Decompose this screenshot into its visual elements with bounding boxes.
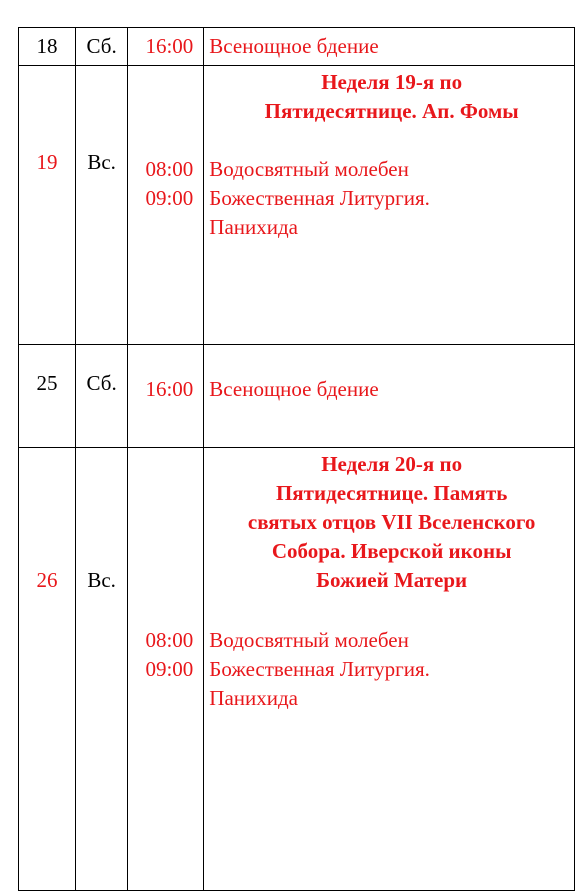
feast-title-line: Божией Матери xyxy=(316,568,468,592)
feast-title-line: Пятидесятнице. Ап. Фомы xyxy=(264,99,519,123)
description-cell xyxy=(204,448,575,891)
table-row xyxy=(19,66,575,345)
weekday-cell xyxy=(76,448,128,891)
description-cell xyxy=(204,28,575,66)
service-name: Панихида xyxy=(209,215,299,239)
weekday: Вс. xyxy=(87,150,116,174)
description-cell xyxy=(204,66,575,345)
time-cell xyxy=(128,28,204,66)
table-row xyxy=(19,345,575,448)
service-time: 09:00 xyxy=(145,186,194,210)
time-cell xyxy=(128,345,204,448)
table-row xyxy=(19,28,575,66)
service-name: Всенощное бдение xyxy=(209,34,379,58)
day-number: 19 xyxy=(36,150,58,174)
day-number: 18 xyxy=(36,34,58,58)
time-cell xyxy=(128,66,204,345)
service-time: 08:00 xyxy=(145,628,194,652)
feast-title-line: Неделя 19-я по xyxy=(321,70,463,94)
weekday: Сб. xyxy=(86,34,117,58)
table-row xyxy=(19,448,575,891)
feast-title-line: Пятидесятнице. Память xyxy=(275,481,508,505)
feast-title-line: Неделя 20-я по xyxy=(321,452,463,476)
feast-title-line: святых отцов VII Вселенского xyxy=(247,510,536,534)
feast-title-line: Собора. Иверской иконы xyxy=(271,539,512,563)
service-name: Водосвятный молебен xyxy=(209,157,409,181)
time-cell xyxy=(128,448,204,891)
service-name: Божественная Литургия. xyxy=(209,186,430,210)
service-name: Божественная Литургия. xyxy=(209,657,430,681)
day-cell xyxy=(19,448,76,891)
service-name: Панихида xyxy=(209,686,299,710)
service-name: Всенощное бдение xyxy=(209,377,379,401)
weekday-cell xyxy=(76,28,128,66)
weekday: Сб. xyxy=(86,371,117,395)
service-time: 16:00 xyxy=(145,377,194,401)
service-time: 08:00 xyxy=(145,157,194,181)
service-time: 09:00 xyxy=(145,657,194,681)
service-time: 16:00 xyxy=(145,34,194,58)
weekday-cell xyxy=(76,345,128,448)
day-cell xyxy=(19,28,76,66)
service-name: Водосвятный молебен xyxy=(209,628,409,652)
weekday-cell xyxy=(76,66,128,345)
day-cell xyxy=(19,345,76,448)
day-number: 26 xyxy=(36,568,58,592)
weekday: Вс. xyxy=(87,568,116,592)
schedule-table xyxy=(18,27,575,891)
day-cell xyxy=(19,66,76,345)
day-number: 25 xyxy=(36,371,58,395)
description-cell xyxy=(204,345,575,448)
